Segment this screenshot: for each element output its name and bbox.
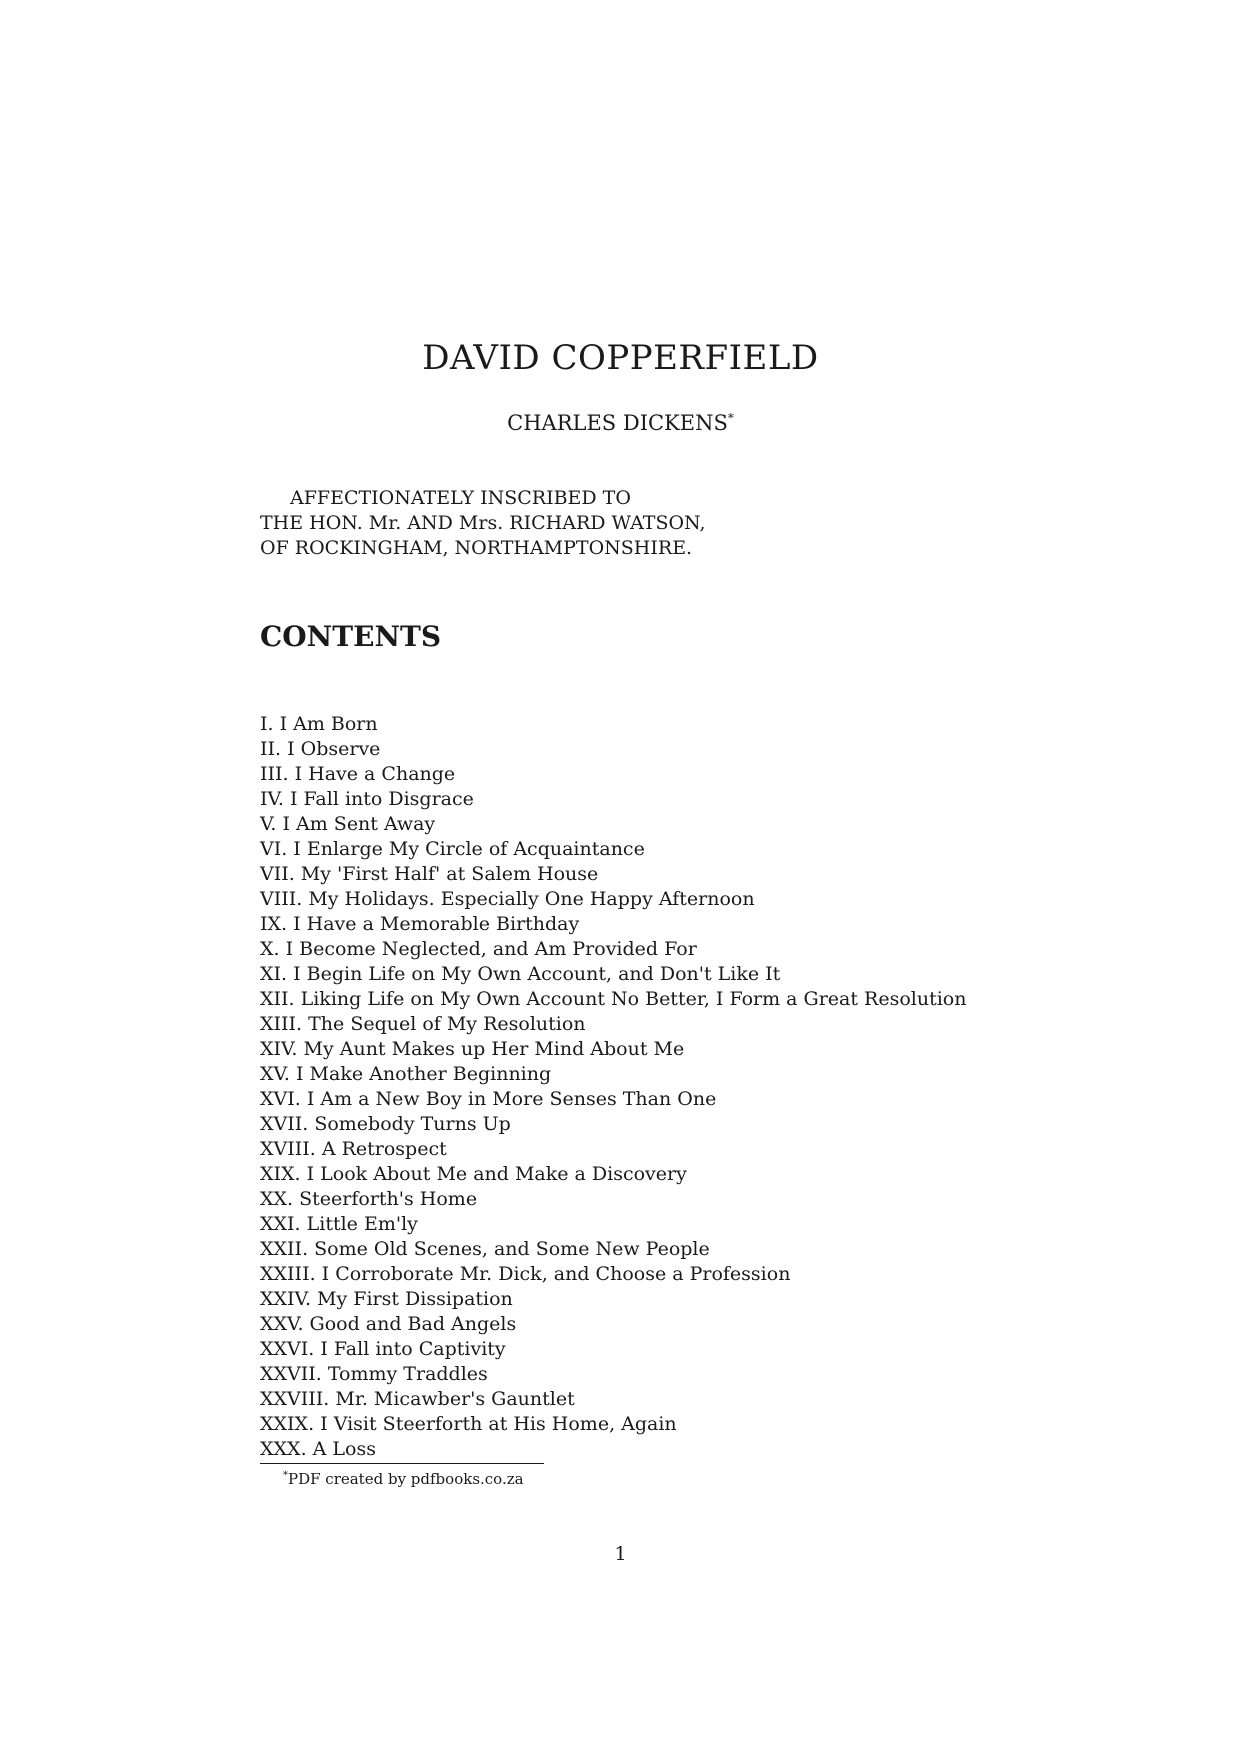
- toc-entry[interactable]: XXX. A Loss: [260, 1438, 376, 1460]
- author-footnote-mark[interactable]: *: [727, 411, 734, 425]
- toc-entry[interactable]: III. I Have a Change: [260, 763, 456, 785]
- footnote: [283, 1469, 524, 1489]
- toc-entry[interactable]: X. I Become Neglected, and Am Provided For: [260, 938, 697, 960]
- toc-entry[interactable]: IV. I Fall into Disgrace: [260, 788, 474, 810]
- footnote-text: PDF created by pdfbooks.co.za: [288, 1470, 524, 1488]
- dedication-line: AFFECTIONATELY INSCRIBED TO: [290, 487, 631, 509]
- author-name: CHARLES DICKENS: [507, 411, 728, 435]
- toc-entry[interactable]: VIII. My Holidays. Especially One Happy Afternoon: [260, 888, 755, 910]
- toc-entry[interactable]: XII. Liking Life on My Own Account No Better, I Form a Great Resolution: [260, 988, 967, 1010]
- toc-entry[interactable]: XVII. Somebody Turns Up: [260, 1113, 511, 1135]
- toc-entry[interactable]: XIV. My Aunt Makes up Her Mind About Me: [260, 1038, 685, 1060]
- toc-entry[interactable]: XXIII. I Corroborate Mr. Dick, and Choose a Profession: [260, 1263, 791, 1285]
- toc-entry[interactable]: XXVIII. Mr. Micawber's Gauntlet: [260, 1388, 575, 1410]
- toc-entry[interactable]: XVIII. A Retrospect: [260, 1138, 447, 1160]
- toc-entry[interactable]: XXI. Little Em'ly: [260, 1213, 418, 1235]
- toc-entry[interactable]: XVI. I Am a New Boy in More Senses Than One: [260, 1088, 717, 1110]
- toc-entry[interactable]: XXVI. I Fall into Captivity: [260, 1338, 506, 1360]
- footnote-mark: *: [283, 1470, 288, 1481]
- book-title: DAVID COPPERFIELD: [422, 338, 819, 378]
- toc-entry[interactable]: XXIX. I Visit Steerforth at His Home, Again: [260, 1413, 677, 1435]
- toc-entry[interactable]: XXII. Some Old Scenes, and Some New People: [260, 1238, 710, 1260]
- toc-entry[interactable]: V. I Am Sent Away: [260, 813, 436, 835]
- toc-entry[interactable]: XV. I Make Another Beginning: [260, 1063, 552, 1085]
- toc-entry[interactable]: IX. I Have a Memorable Birthday: [260, 913, 580, 935]
- toc-entry[interactable]: VII. My 'First Half' at Salem House: [260, 863, 599, 885]
- dedication-line: OF ROCKINGHAM, NORTHAMPTONSHIRE.: [260, 537, 693, 559]
- dedication-line: THE HON. Mr. AND Mrs. RICHARD WATSON,: [260, 512, 706, 534]
- author-line: [0, 410, 1241, 436]
- page-number: 1: [614, 1543, 627, 1565]
- toc-entry[interactable]: VI. I Enlarge My Circle of Acquaintance: [260, 838, 645, 860]
- toc-entry[interactable]: XIII. The Sequel of My Resolution: [260, 1013, 586, 1035]
- dedication: [260, 486, 1020, 561]
- toc-entry[interactable]: XXVII. Tommy Traddles: [260, 1363, 488, 1385]
- toc-entry[interactable]: XI. I Begin Life on My Own Account, and Don't Like It: [260, 963, 781, 985]
- toc-entry[interactable]: I. I Am Born: [260, 713, 378, 735]
- toc-entry[interactable]: XX. Steerforth's Home: [260, 1188, 478, 1210]
- table-of-contents: [260, 712, 1020, 1462]
- toc-entry[interactable]: II. I Observe: [260, 738, 381, 760]
- footnote-divider: [260, 1463, 544, 1464]
- contents-heading: CONTENTS: [260, 620, 442, 653]
- toc-entry[interactable]: XXIV. My First Dissipation: [260, 1288, 513, 1310]
- toc-entry[interactable]: XIX. I Look About Me and Make a Discovery: [260, 1163, 687, 1185]
- toc-entry[interactable]: XXV. Good and Bad Angels: [260, 1313, 517, 1335]
